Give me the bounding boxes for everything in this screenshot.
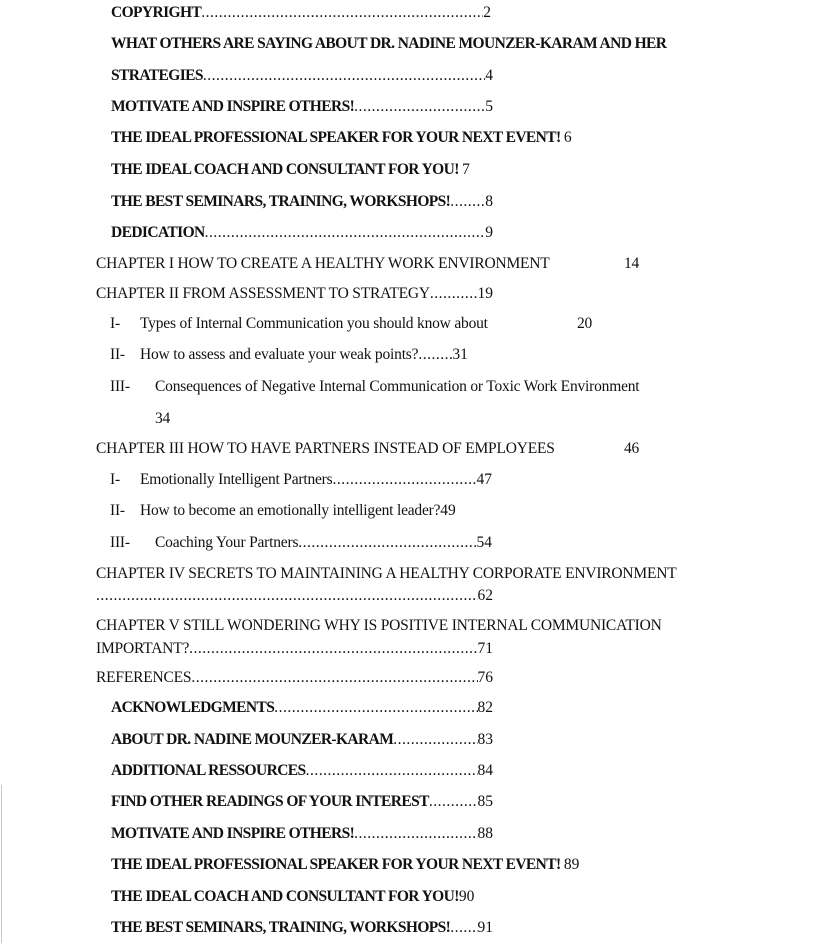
toc-title: IMPORTANT? xyxy=(96,640,190,657)
toc-entry-coach-2[interactable] xyxy=(111,888,474,906)
toc-title: THE BEST SEMINARS, TRAINING, WORKSHOPS! xyxy=(111,193,451,210)
toc-title: THE IDEAL PROFESSIONAL SPEAKER FOR YOUR NEXT EVENT! xyxy=(111,856,561,873)
dot-leader xyxy=(191,669,477,687)
toc-entry-copyright[interactable] xyxy=(111,4,491,22)
toc-entry-2-1[interactable] xyxy=(110,315,488,333)
toc-entry-coach[interactable] xyxy=(111,161,470,179)
toc-title: CHAPTER III HOW TO HAVE PARTNERS INSTEAD OF EMPLOYEES xyxy=(96,440,555,457)
toc-page-number: 71 xyxy=(477,640,493,657)
toc-title: Coaching Your Partners xyxy=(155,534,299,551)
toc-section-number: I- xyxy=(110,471,120,488)
toc-title: Emotionally Intelligent Partners xyxy=(140,471,333,488)
toc-title: THE BEST SEMINARS, TRAINING, WORKSHOPS! xyxy=(111,919,451,936)
toc-entry-about-author[interactable] xyxy=(111,731,493,749)
dot-leader xyxy=(189,640,477,658)
toc-entry-what-others-line1[interactable] xyxy=(111,35,666,53)
toc-title: How to become an emotionally intelligent leader? xyxy=(140,502,441,519)
toc-section-number: III- xyxy=(110,378,130,395)
toc-entry-chapter-3[interactable] xyxy=(96,440,555,458)
toc-entry-speaker[interactable] xyxy=(111,129,572,147)
toc-title: WHAT OTHERS ARE SAYING ABOUT DR. NADINE MOUNZER-KARAM AND HER xyxy=(111,35,667,52)
toc-entry-dedication[interactable] xyxy=(111,224,493,242)
dot-leader xyxy=(418,346,452,364)
toc-title: Types of Internal Communication you should know about xyxy=(140,315,488,332)
toc-entry-other-readings[interactable] xyxy=(111,793,493,811)
dot-leader xyxy=(450,193,485,211)
toc-title: DEDICATION xyxy=(111,224,205,241)
toc-section-number: II- xyxy=(110,346,125,363)
toc-page-number: 83 xyxy=(477,731,493,748)
toc-entry-speaker-2[interactable] xyxy=(111,856,579,874)
toc-page-number-2-3: 34 xyxy=(155,410,171,427)
toc-page-number: 9 xyxy=(485,224,493,241)
dot-leader xyxy=(201,4,483,22)
page-edge-rule xyxy=(1,785,2,943)
toc-entry-3-2[interactable] xyxy=(110,502,456,520)
toc-page-number: 62 xyxy=(477,587,493,604)
toc-entry-motivate-2[interactable] xyxy=(111,825,493,843)
toc-entry-chapter-5-line2[interactable] xyxy=(96,640,493,658)
toc-title: THE IDEAL COACH AND CONSULTANT FOR YOU! xyxy=(111,888,459,905)
toc-entry-3-3[interactable] xyxy=(110,534,492,552)
toc-page-number: 82 xyxy=(477,699,493,716)
dot-leader xyxy=(450,919,477,937)
toc-title: Consequences of Negative Internal Communication or Toxic Work Environment xyxy=(155,378,640,395)
toc-page-number: 6 xyxy=(563,129,572,146)
toc-title: THE IDEAL PROFESSIONAL SPEAKER FOR YOUR NEXT EVENT! xyxy=(111,129,561,146)
toc-title: COPYRIGHT xyxy=(111,4,202,21)
toc-title: STRATEGIES xyxy=(111,67,203,84)
toc-entry-chapter-2[interactable] xyxy=(96,285,493,303)
toc-page-number: 54 xyxy=(476,534,492,551)
dot-leader xyxy=(274,699,477,717)
toc-title: THE IDEAL COACH AND CONSULTANT FOR YOU! xyxy=(111,161,459,178)
toc-title: How to assess and evaluate your weak points? xyxy=(140,346,419,363)
toc-page-number: 8 xyxy=(485,193,493,210)
toc-title: CHAPTER IV SECRETS TO MAINTAINING A HEALTHY CORPORATE ENVIRONMENT xyxy=(96,565,677,582)
toc-page-number: 88 xyxy=(477,825,493,842)
toc-entry-acknowledgments[interactable] xyxy=(111,699,493,717)
toc-page-number: 76 xyxy=(477,669,493,686)
toc-title: CHAPTER II FROM ASSESSMENT TO STRATEGY xyxy=(96,285,430,302)
toc-page-number-chapter-3: 46 xyxy=(624,440,640,457)
toc-page-number: 5 xyxy=(485,98,493,115)
toc-title: ADDITIONAL RESSOURCES xyxy=(111,762,306,779)
toc-page-number-2-1: 20 xyxy=(577,315,593,332)
toc-entry-2-3[interactable] xyxy=(110,378,639,396)
toc-page-number-chapter-1: 14 xyxy=(624,255,640,272)
dot-leader xyxy=(430,285,478,303)
dot-leader xyxy=(96,587,478,605)
toc-entry-chapter-4[interactable] xyxy=(96,565,677,583)
toc-entry-2-2[interactable] xyxy=(110,346,492,364)
toc-title: ABOUT DR. NADINE MOUNZER-KARAM xyxy=(111,731,394,748)
toc-page-number: 2 xyxy=(483,4,491,21)
toc-entry-what-others-line2[interactable] xyxy=(111,67,493,85)
dot-leader xyxy=(298,534,476,552)
toc-page-number: 90 xyxy=(458,888,475,905)
toc-title: FIND OTHER READINGS OF YOUR INTEREST xyxy=(111,793,429,810)
dot-leader xyxy=(332,471,476,489)
toc-page-number: 19 xyxy=(477,285,493,302)
toc-page-number: 47 xyxy=(476,471,492,488)
toc-title: CHAPTER I HOW TO CREATE A HEALTHY WORK ENVIRONMENT xyxy=(96,255,550,272)
toc-page-number: 4 xyxy=(485,67,493,84)
toc-entry-chapter-4-leader[interactable] xyxy=(96,587,493,605)
toc-title: CHAPTER V STILL WONDERING WHY IS POSITIVE INTERNAL COMMUNICATION xyxy=(96,617,662,634)
toc-page-number: 84 xyxy=(477,762,493,779)
dot-leader xyxy=(306,762,478,780)
toc-entry-motivate[interactable] xyxy=(111,98,493,116)
toc-section-number: I- xyxy=(110,315,120,332)
dot-leader xyxy=(354,825,477,843)
toc-title: REFERENCES xyxy=(96,669,192,686)
toc-section-number: III- xyxy=(110,534,130,551)
dot-leader xyxy=(393,731,477,749)
dot-leader xyxy=(429,793,478,811)
toc-page-number: 31 xyxy=(452,346,468,363)
toc-page-number: 7 xyxy=(462,161,470,178)
toc-entry-seminars-2[interactable] xyxy=(111,919,493,937)
toc-entry-seminars[interactable] xyxy=(111,193,493,211)
toc-entry-chapter-5[interactable] xyxy=(96,617,662,635)
toc-title: MOTIVATE AND INSPIRE OTHERS! xyxy=(111,825,355,842)
toc-page-number: 85 xyxy=(477,793,493,810)
toc-entry-additional-resources[interactable] xyxy=(111,762,493,780)
toc-section-number: II- xyxy=(110,502,125,519)
toc-entry-references[interactable] xyxy=(96,669,493,687)
toc-entry-chapter-1[interactable] xyxy=(96,255,550,273)
dot-leader xyxy=(354,98,485,116)
dot-leader xyxy=(205,224,486,242)
toc-title: MOTIVATE AND INSPIRE OTHERS! xyxy=(111,98,355,115)
toc-entry-3-1[interactable] xyxy=(110,471,492,489)
toc-page-number: 91 xyxy=(477,919,493,936)
dot-leader xyxy=(203,67,485,85)
toc-page-number: 89 xyxy=(563,856,580,873)
toc-title: ACKNOWLEDGMENTS xyxy=(111,699,275,716)
toc-page-number: 49 xyxy=(440,502,456,519)
